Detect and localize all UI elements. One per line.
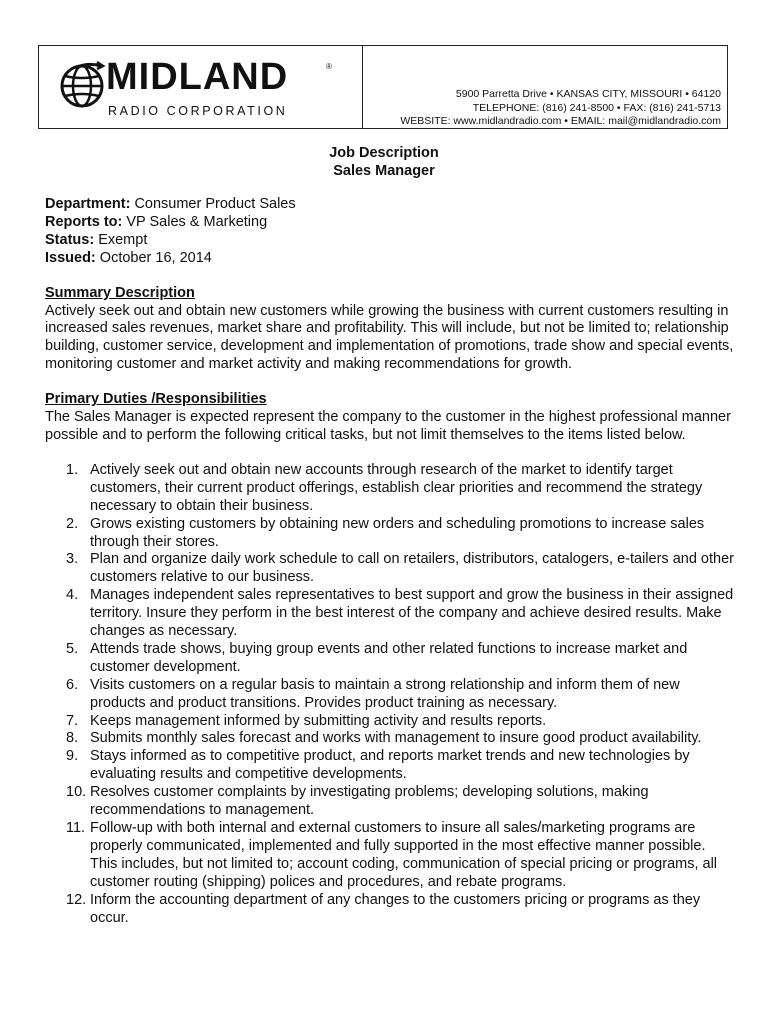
brand-name: MIDLAND	[106, 56, 289, 98]
letterhead	[38, 45, 728, 129]
summary-heading: Summary Description	[45, 284, 195, 301]
duty-text: Inform the accounting department of any changes to the customers pricing or programs as they occur.	[90, 891, 701, 926]
duty-number: 5.	[66, 640, 79, 657]
duty-number: 10.	[66, 784, 87, 801]
department-label: Department:	[45, 196, 131, 212]
document-body	[45, 196, 735, 927]
reports-value: VP Sales & Marketing	[126, 213, 268, 230]
duties-intro: The Sales Manager is expected represent the company to the customer in the highest professional manner possible and to perform the following critical tasks, but not limit themselves to the items listed below.	[45, 409, 731, 443]
department-row	[45, 196, 735, 214]
duty-text: Grows existing customers by obtaining new orders and scheduling promotions to increase sales through their stores.	[90, 515, 705, 550]
duty-number: 4.	[66, 587, 79, 604]
status-row	[45, 232, 735, 250]
contact-block	[363, 46, 727, 128]
status-value: Exempt	[98, 231, 148, 248]
department-value: Consumer Product Sales	[134, 196, 296, 212]
status-label: Status:	[45, 231, 95, 248]
duties-list	[45, 462, 735, 928]
duty-text: Keeps management informed by submitting activity and results reports.	[90, 712, 547, 729]
summary-text: Actively seek out and obtain new customers while growing the business with current customers resulting in increased sales revenues, market share and profitability. This will include, but not be limited to; relationship building, customer service, development and implementation of promotions, trade show and special events, monitoring customer and market activity and making recommendations for growth.	[45, 302, 734, 373]
reports-label: Reports to:	[45, 213, 123, 230]
duty-item	[66, 891, 735, 928]
duty-item	[66, 748, 735, 784]
issued-row	[45, 250, 735, 268]
duty-item	[66, 515, 735, 552]
duty-number: 6.	[66, 676, 79, 693]
duty-item	[66, 784, 735, 820]
brand-subtitle: RADIO CORPORATION	[108, 104, 288, 118]
issued-value: October 16, 2014	[99, 249, 212, 266]
address-line: 5900 Parretta Drive • KANSAS CITY, MISSOURI • 64120	[455, 88, 721, 100]
web-line: WEBSITE: www.midlandradio.com • EMAIL: mail@midlandradio.com	[400, 115, 721, 127]
globe-logo-icon	[57, 60, 107, 110]
duty-item	[66, 461, 735, 516]
duty-text: Manages independent sales representatives to best support and grow the business in their assigned territory. Insure they perform in the best interest of the company and achieve desired results. Make changes as necessary.	[90, 587, 734, 640]
duty-text: Stays informed as to competitive product, and reports market trends and new technologies by evaluating results and competitive developments.	[90, 748, 690, 783]
duty-item	[66, 640, 735, 677]
duty-item	[66, 712, 735, 731]
duty-number: 2.	[66, 515, 79, 532]
duty-number: 1.	[66, 461, 79, 478]
duty-text: Actively seek out and obtain new accounts through research of the market to identify target customers, their current product offerings, establish clear priorities and recommend the strategy necessary to obtain their business.	[90, 461, 703, 514]
duty-item	[66, 676, 735, 713]
duty-number: 9.	[66, 748, 79, 765]
duty-text: Visits customers on a regular basis to maintain a strong relationship and inform them of new products and product transitions. Provides product training as necessary.	[90, 676, 680, 711]
duty-text: Follow-up with both internal and external customers to insure all sales/marketing programs are properly communicated, implemented and fully supported in the most effective manner possible. This includes, but not limited to; account coding, communication of special pricing or programs, all customer routing (shipping) polices and procedures, and rebate programs.	[90, 820, 718, 890]
duty-item	[66, 730, 735, 748]
duty-text: Attends trade shows, buying group events and other related functions to increase market and customer development.	[90, 640, 688, 675]
duties-heading: Primary Duties /Responsibilities	[45, 391, 267, 408]
duty-text: Plan and organize daily work schedule to call on retailers, distributors, catalogers, e-tailers and other customers relative to our business.	[90, 551, 734, 586]
duty-text: Submits monthly sales forecast and works with management to insure good product availability.	[90, 730, 702, 747]
duty-item	[66, 551, 735, 587]
duty-number: 8.	[66, 730, 79, 747]
reports-row	[45, 214, 735, 232]
document-title: Job Description	[329, 145, 439, 161]
duty-number: 12.	[66, 891, 87, 908]
duty-number: 7.	[66, 712, 79, 729]
issued-label: Issued:	[45, 249, 96, 266]
duty-item	[66, 820, 735, 892]
logo-block	[39, 46, 363, 128]
registered-mark: ®	[326, 62, 332, 71]
document-title-block	[0, 144, 768, 180]
duty-number: 3.	[66, 551, 79, 568]
duty-item	[66, 587, 735, 641]
duty-number: 11.	[66, 820, 86, 836]
document-subtitle: Sales Manager	[333, 163, 435, 179]
duty-text: Resolves customer complaints by investigating problems; developing solutions, making recommendations to management.	[90, 784, 649, 819]
phone-line: TELEPHONE: (816) 241-8500 • FAX: (816) 241-5713	[472, 101, 721, 114]
